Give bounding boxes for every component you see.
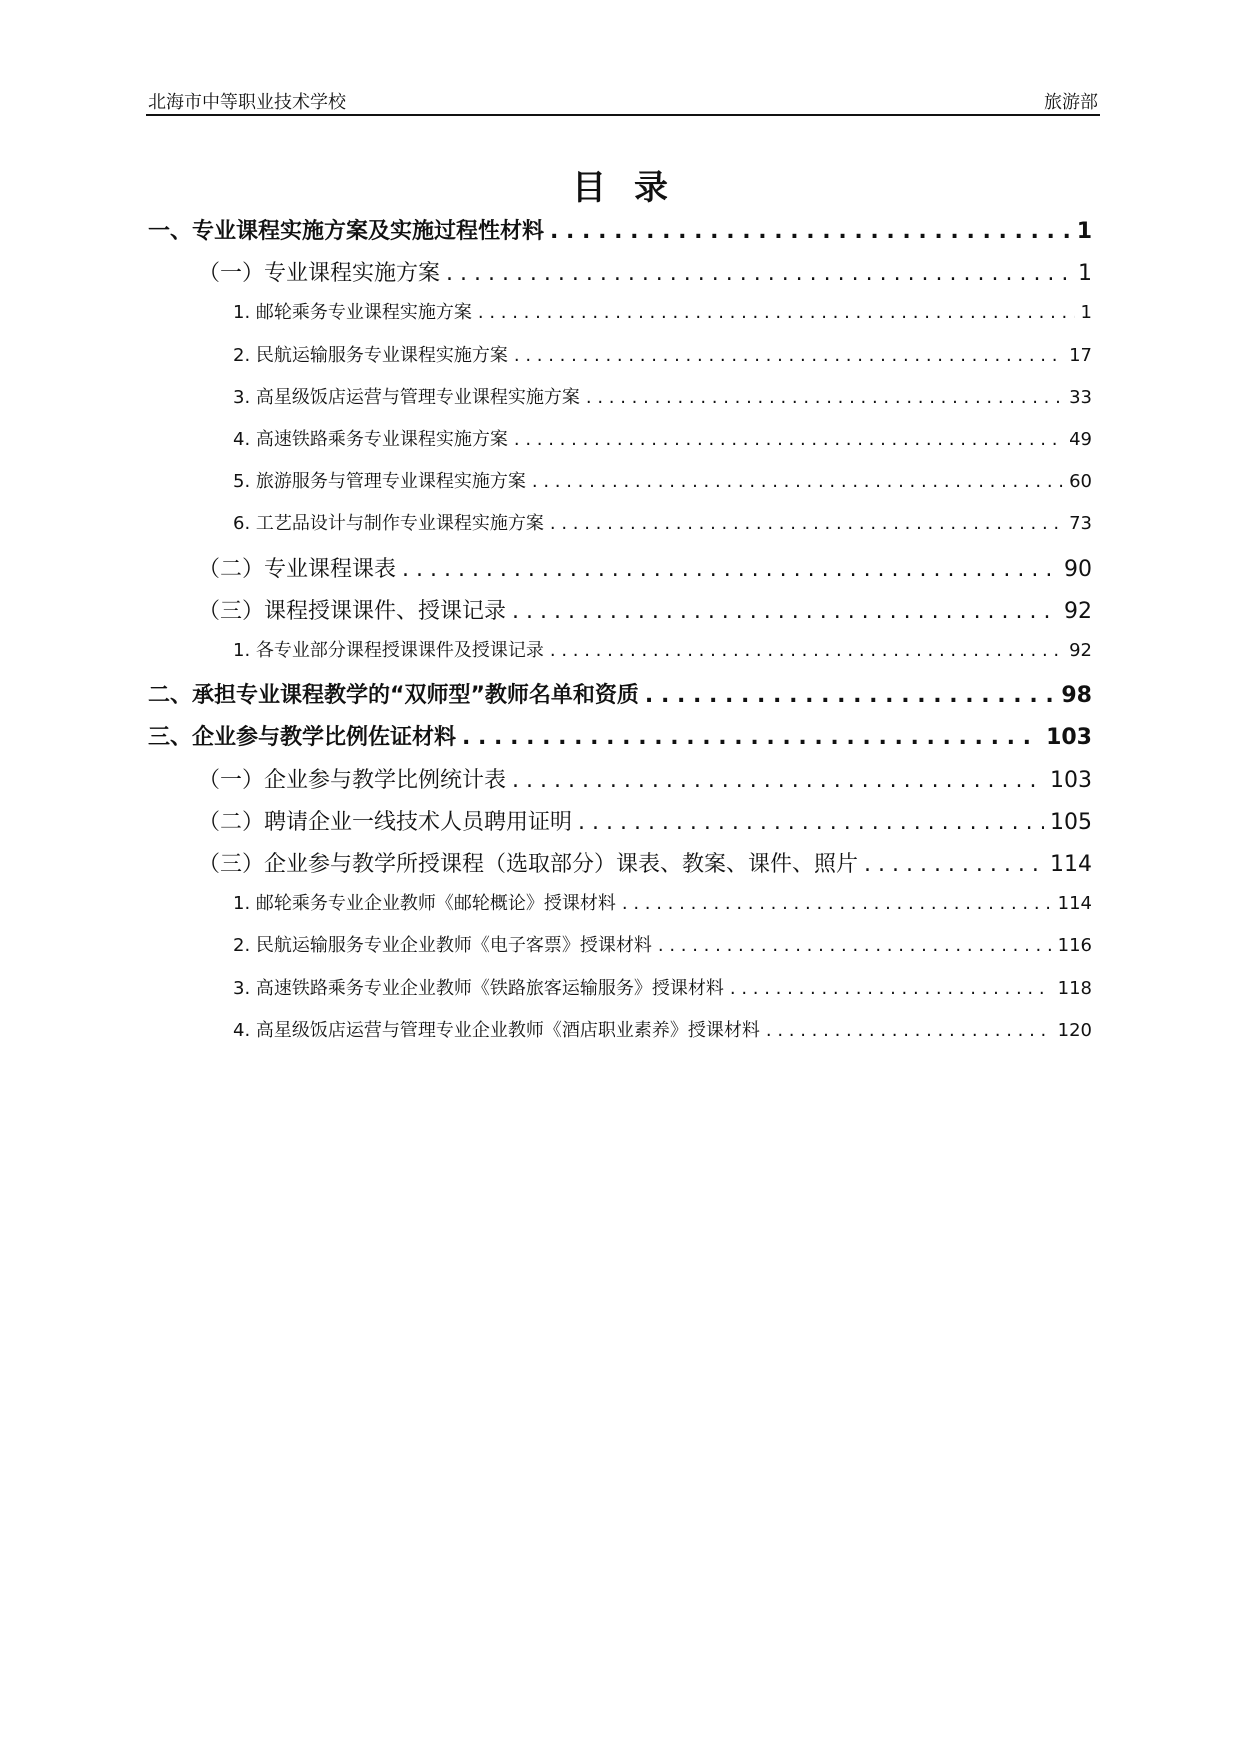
toc-page-number: 1 xyxy=(1078,261,1092,287)
toc-dot-leader xyxy=(730,978,1052,999)
toc-entry-title: 5. 旅游服务与管理专业课程实施方案 xyxy=(233,471,526,493)
toc-entry-title: （一）企业参与教学比例统计表 xyxy=(198,767,507,793)
toc-dot-leader xyxy=(586,387,1063,408)
toc-dot-leader xyxy=(402,557,1058,582)
toc-entry-title: （三）企业参与教学所授课程（选取部分）课表、教案、课件、照片 xyxy=(198,852,859,877)
toc-entry-level-1[interactable] xyxy=(148,720,1092,750)
toc-page-number: 92 xyxy=(1069,640,1092,661)
toc-entry-title: 6. 工艺品设计与制作专业课程实施方案 xyxy=(233,513,544,535)
toc-dot-leader xyxy=(550,640,1063,661)
toc-page-number: 103 xyxy=(1050,767,1092,793)
toc-entry-title: （三）课程授课课件、授课记录 xyxy=(198,598,507,624)
toc-entry-level-3[interactable] xyxy=(233,341,1092,367)
toc-dot-leader xyxy=(512,599,1058,624)
toc-dot-leader xyxy=(550,219,1071,244)
toc-entry-level-3[interactable] xyxy=(233,931,1092,957)
toc-dot-leader xyxy=(478,302,1075,323)
toc-dot-leader xyxy=(578,810,1044,835)
toc-entry-level-3[interactable] xyxy=(233,1016,1092,1042)
toc-entry-title: （二）聘请企业一线技术人员聘用证明 xyxy=(198,809,573,835)
toc-dot-leader xyxy=(766,1020,1052,1041)
toc-page-number: 33 xyxy=(1069,386,1092,408)
toc-entry-title: 三、企业参与教学比例佐证材料 xyxy=(148,725,457,751)
toc-page-number: 118 xyxy=(1057,977,1092,999)
toc-page-number: 103 xyxy=(1046,725,1092,751)
page-header xyxy=(146,88,1100,116)
toc-page-number: 17 xyxy=(1069,344,1092,366)
toc-page-number: 92 xyxy=(1064,598,1092,624)
toc-entry-title: （二）专业课程课表 xyxy=(198,556,397,582)
toc-page-number: 90 xyxy=(1064,556,1092,582)
toc-dot-leader xyxy=(512,768,1044,793)
toc-entry-level-2[interactable] xyxy=(198,763,1092,793)
toc-entry-level-3[interactable] xyxy=(233,383,1092,409)
toc-entry-level-2[interactable] xyxy=(198,594,1092,624)
toc-page-number: 98 xyxy=(1061,683,1092,709)
toc-entry-level-3[interactable] xyxy=(233,889,1092,915)
toc-page-number: 116 xyxy=(1057,935,1092,957)
school-name: 北海市中等职业技术学校 xyxy=(148,92,346,113)
toc-entry-level-2[interactable] xyxy=(198,552,1092,582)
toc-dot-leader xyxy=(514,429,1063,450)
toc-page-number: 49 xyxy=(1069,429,1092,450)
toc-entry-title: 2. 民航运输服务专业企业教师《电子客票》授课材料 xyxy=(233,935,652,957)
toc-dot-leader xyxy=(514,345,1063,366)
toc-entry-level-3[interactable] xyxy=(233,974,1092,1000)
toc-entry-title: 4. 高星级饭店运营与管理专业企业教师《酒店职业素养》授课材料 xyxy=(233,1019,760,1041)
toc-entry-title: 2. 民航运输服务专业课程实施方案 xyxy=(233,344,508,366)
toc-dot-leader xyxy=(645,683,1055,708)
toc-entry-title: 1. 邮轮乘务专业课程实施方案 xyxy=(233,302,472,324)
toc-page-number: 114 xyxy=(1057,893,1092,915)
toc-page-number: 60 xyxy=(1069,471,1092,493)
toc-entry-level-2[interactable] xyxy=(198,847,1092,877)
toc-entry-level-3[interactable] xyxy=(233,425,1092,451)
toc-dot-leader xyxy=(622,893,1052,914)
toc-page-number: 1 xyxy=(1080,302,1092,324)
toc-entry-level-2[interactable] xyxy=(198,256,1092,286)
toc-entry-level-3[interactable] xyxy=(233,298,1092,324)
toc-dot-leader xyxy=(658,935,1052,956)
toc-entry-level-1[interactable] xyxy=(148,678,1092,708)
toc-entry-level-1[interactable] xyxy=(148,214,1092,244)
toc-entry-title: 二、承担专业课程教学的“双师型”教师名单和资质 xyxy=(148,683,639,709)
toc-entry-title: （一）专业课程实施方案 xyxy=(198,261,441,287)
toc-page-number: 1 xyxy=(1076,219,1092,244)
toc-page-number: 105 xyxy=(1050,809,1092,835)
toc-entry-level-3[interactable] xyxy=(233,467,1092,493)
toc-dot-leader xyxy=(550,513,1063,534)
toc-entry-title: 4. 高速铁路乘务专业课程实施方案 xyxy=(233,429,508,450)
toc-entry-title: 3. 高星级饭店运营与管理专业课程实施方案 xyxy=(233,386,580,408)
toc-page-number: 120 xyxy=(1057,1019,1092,1041)
toc-page-number: 73 xyxy=(1069,513,1092,535)
toc-entry-title: 3. 高速铁路乘务专业企业教师《铁路旅客运输服务》授课材料 xyxy=(233,977,724,999)
toc-entry-title: 1. 各专业部分课程授课课件及授课记录 xyxy=(233,640,544,661)
toc-entry-level-3[interactable] xyxy=(233,509,1092,535)
department-name: 旅游部 xyxy=(1044,92,1098,113)
toc-entry-level-3[interactable] xyxy=(233,636,1092,662)
toc-title: 目录 xyxy=(572,168,696,208)
toc-entry-title: 1. 邮轮乘务专业企业教师《邮轮概论》授课材料 xyxy=(233,893,616,915)
toc-dot-leader xyxy=(462,725,1040,750)
toc-dot-leader xyxy=(446,261,1072,286)
toc-dot-leader xyxy=(532,471,1063,492)
toc-entry-title: 一、专业课程实施方案及实施过程性材料 xyxy=(148,219,545,244)
toc-page-number: 114 xyxy=(1050,852,1092,877)
toc-entry-level-2[interactable] xyxy=(198,805,1092,835)
toc-dot-leader xyxy=(864,852,1044,877)
